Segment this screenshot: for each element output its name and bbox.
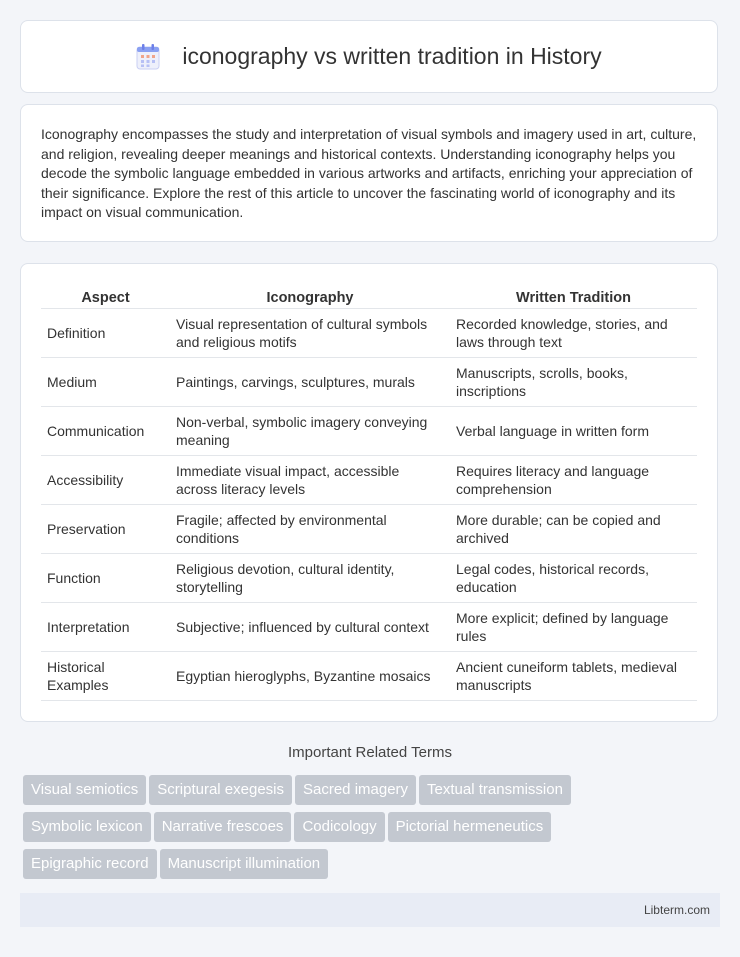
table-cell: More explicit; defined by language rules xyxy=(450,603,697,652)
related-term-tag[interactable]: Narrative frescoes xyxy=(154,812,292,842)
related-term-tag[interactable]: Sacred imagery xyxy=(295,775,416,805)
related-terms-title: Important Related Terms xyxy=(288,744,452,761)
table-cell: Paintings, carvings, sculptures, murals xyxy=(170,358,450,407)
comparison-table xyxy=(41,286,697,701)
table-row xyxy=(41,505,697,554)
table-cell: Non-verbal, symbolic imagery conveying meaning xyxy=(170,407,450,456)
table-row xyxy=(41,309,697,358)
table-row xyxy=(41,652,697,701)
related-term-tag[interactable]: Visual semiotics xyxy=(23,775,146,805)
table-cell: Subjective; influenced by cultural context xyxy=(170,603,450,652)
table-cell: Recorded knowledge, stories, and laws through text xyxy=(450,309,697,358)
table-cell: Requires literacy and language comprehension xyxy=(450,456,697,505)
calendar-icon xyxy=(136,44,160,70)
table-cell: Egyptian hieroglyphs, Byzantine mosaics xyxy=(170,652,450,701)
table-cell: Accessibility xyxy=(41,456,170,505)
title-card xyxy=(20,20,718,93)
table-cell: Ancient cuneiform tablets, medieval manuscripts xyxy=(450,652,697,701)
table-cell: Medium xyxy=(41,358,170,407)
table-cell: Definition xyxy=(41,309,170,358)
table-row xyxy=(41,603,697,652)
comparison-card xyxy=(20,263,718,722)
table-row xyxy=(41,407,697,456)
header-iconography: Iconography xyxy=(170,286,450,309)
page-title: iconography vs written tradition in History xyxy=(182,43,602,69)
table-cell: Historical Examples xyxy=(41,652,170,701)
table-cell: Legal codes, historical records, education xyxy=(450,554,697,603)
table-cell: Manuscripts, scrolls, books, inscriptions xyxy=(450,358,697,407)
table-row xyxy=(41,456,697,505)
table-cell: Fragile; affected by environmental conditions xyxy=(170,505,450,554)
table-cell: Verbal language in written form xyxy=(450,407,697,456)
related-terms-list xyxy=(23,775,723,886)
table-row xyxy=(41,554,697,603)
intro-text: Iconography encompasses the study and interpretation of visual symbols and imagery used in art, culture, and religion, revealing deeper meanings and historical contexts. Understanding iconography helps you decode the symbolic language embedded in various artworks and artifacts, enriching your appreciation of their significance. Explore the rest of this article to uncover the fascinating world of iconography and its impact on visual communication. xyxy=(41,126,697,220)
table-cell: Preservation xyxy=(41,505,170,554)
related-term-tag[interactable]: Symbolic lexicon xyxy=(23,812,151,842)
table-cell: More durable; can be copied and archived xyxy=(450,505,697,554)
related-term-tag[interactable]: Codicology xyxy=(294,812,384,842)
table-cell: Visual representation of cultural symbols and religious motifs xyxy=(170,309,450,358)
related-term-tag[interactable]: Manuscript illumination xyxy=(160,849,329,879)
related-term-tag[interactable]: Pictorial hermeneutics xyxy=(388,812,552,842)
intro-card xyxy=(20,104,718,242)
table-cell: Immediate visual impact, accessible across literacy levels xyxy=(170,456,450,505)
related-term-tag[interactable]: Epigraphic record xyxy=(23,849,157,879)
table-header-row xyxy=(41,286,697,309)
header-aspect: Aspect xyxy=(41,286,170,309)
footer xyxy=(20,893,720,927)
related-term-tag[interactable]: Textual transmission xyxy=(419,775,571,805)
related-term-tag[interactable]: Scriptural exegesis xyxy=(149,775,292,805)
table-cell: Communication xyxy=(41,407,170,456)
header-written-tradition: Written Tradition xyxy=(450,286,697,309)
table-cell: Religious devotion, cultural identity, storytelling xyxy=(170,554,450,603)
table-cell: Interpretation xyxy=(41,603,170,652)
table-row xyxy=(41,358,697,407)
table-cell: Function xyxy=(41,554,170,603)
footer-site-link[interactable]: Libterm.com xyxy=(643,903,710,917)
